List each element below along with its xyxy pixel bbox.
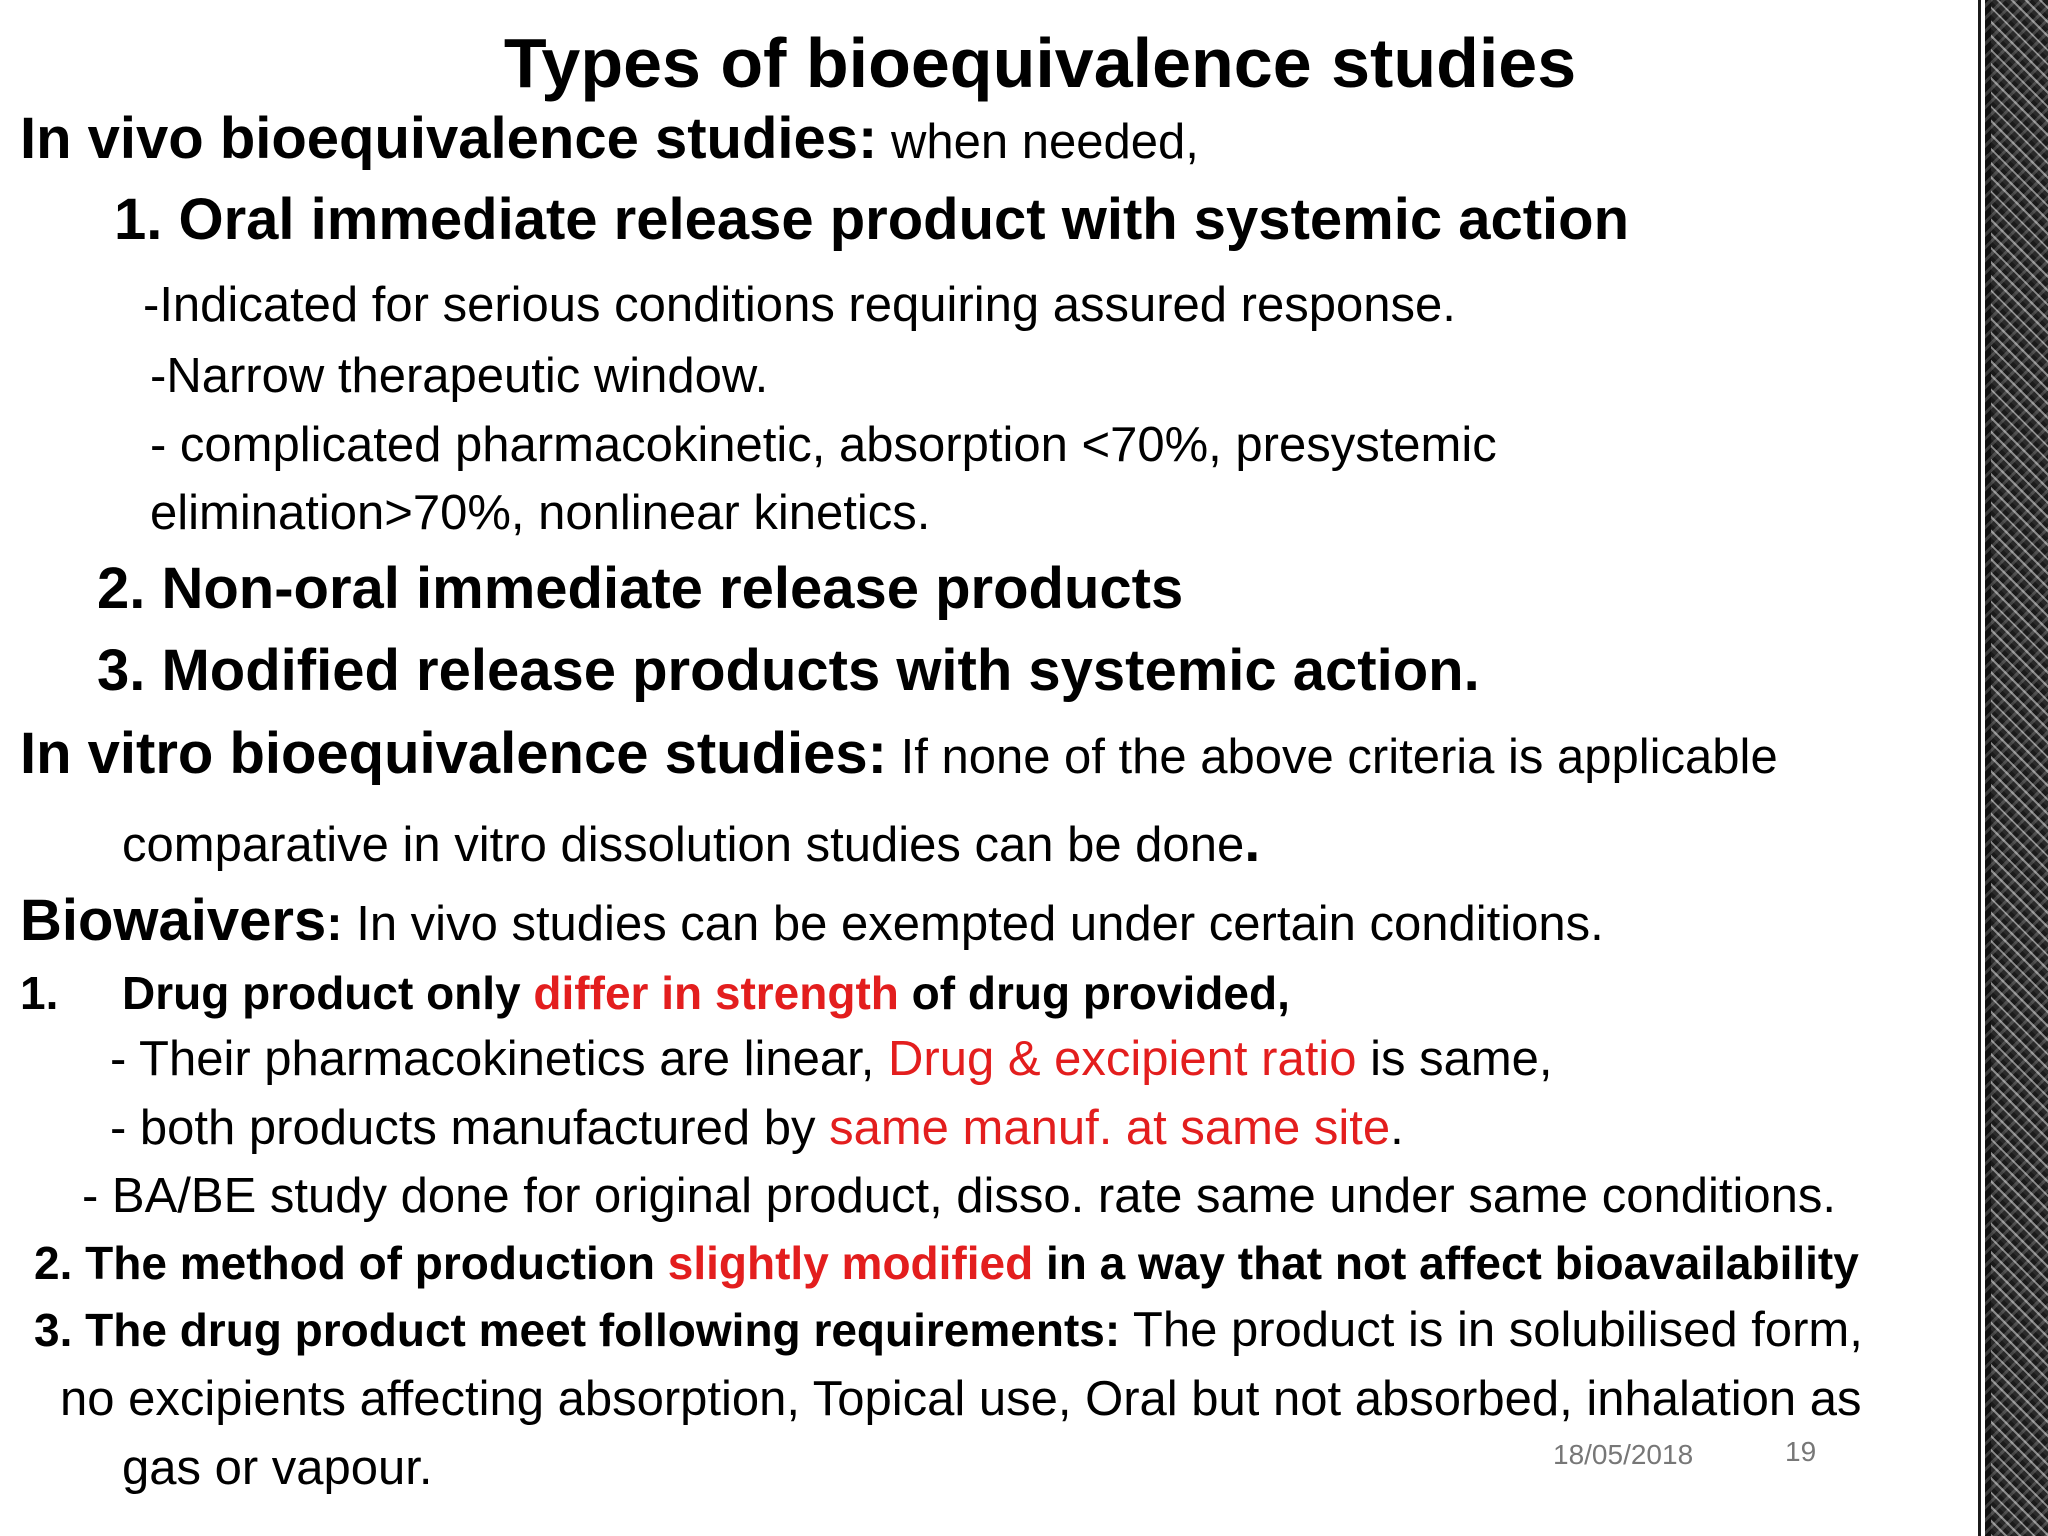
in-vivo-point-2: -Narrow therapeutic window. [150,349,769,403]
biowaiver-item-3-line-2: no excipients affecting absorption, Topical use, Oral but not absorbed, inhalation as [60,1372,1862,1426]
in-vitro-heading: In vitro bioequivalence studies: [20,721,887,786]
biowaiver-item-2 [34,1237,1859,1289]
decorative-side-border [1985,0,2048,1536]
slide-title: Types of bioequivalence studies [503,24,1577,102]
in-vivo-point-3-cont: elimination>70%, nonlinear kinetics. [150,486,931,540]
biowaivers-heading-line [20,888,1604,953]
biowaiver-item-3-rest: The product is in solubilised form, [1120,1303,1863,1357]
biowaiver-point-2-post: . [1390,1101,1404,1155]
biowaivers-colon: : [326,897,343,951]
in-vitro-heading-suffix: If none of the above criteria is applicable [886,730,1778,784]
biowaiver-item-2-pre: 2. The method of production [34,1237,668,1289]
in-vivo-item-2: 2. Non-oral immediate release products [97,556,1184,621]
biowaiver-item-1-number: 1. [20,967,59,1019]
footer-date: 18/05/2018 [1553,1439,1694,1470]
in-vivo-heading-suffix: when needed, [877,115,1199,169]
biowaiver-item-2-highlight: slightly modified [667,1237,1034,1289]
in-vitro-continuation-line [122,809,1261,874]
in-vivo-item-1: 1. Oral immediate release product with systemic action [114,187,1629,252]
biowaiver-point-1-highlight: Drug & excipient ratio [888,1032,1357,1086]
in-vivo-heading: In vivo bioequivalence studies: [20,106,878,171]
biowaiver-item-2-post: in a way that not affect bioavailability [1033,1237,1859,1289]
in-vitro-heading-line [20,721,1778,786]
biowaiver-item-3 [34,1303,1863,1357]
in-vivo-heading-line [20,106,1199,171]
biowaiver-point-2-pre: - both products manufactured by [110,1101,830,1155]
biowaiver-item-1-highlight: differ in strength [533,967,899,1019]
biowaiver-item-3-bold: 3. The drug product meet following requirements: [34,1304,1121,1356]
biowaivers-heading: Biowaivers [20,888,327,953]
biowaiver-item-1-pre: Drug product only [122,967,534,1019]
border-inner-line [1978,0,1981,1536]
biowaiver-item-1 [122,967,1290,1019]
biowaiver-point-1 [110,1032,1553,1086]
biowaiver-point-1-pre: - Their pharmacokinetics are linear, [110,1032,888,1086]
biowaiver-point-2-highlight: same manuf. at same site [829,1101,1391,1155]
in-vitro-period: . [1244,809,1261,874]
in-vivo-point-1: -Indicated for serious conditions requiring assured response. [143,278,1456,332]
in-vivo-point-3: - complicated pharmacokinetic, absorption <70%, presystemic [150,418,1497,472]
biowaiver-item-3-line-3: gas or vapour. [122,1441,433,1495]
biowaiver-item-1-post: of drug provided, [898,967,1290,1019]
biowaiver-point-3: - BA/BE study done for original product, disso. rate same under same conditions. [82,1169,1837,1223]
biowaiver-point-2 [110,1101,1404,1155]
footer-page-number: 19 [1785,1436,1817,1467]
biowaivers-heading-suffix: In vivo studies can be exempted under certain conditions. [342,897,1604,951]
biowaiver-point-1-post: is same, [1356,1032,1553,1086]
in-vitro-continuation: comparative in vitro dissolution studies can be done [122,818,1245,872]
in-vivo-item-3: 3. Modified release products with systemic action. [97,638,1480,703]
